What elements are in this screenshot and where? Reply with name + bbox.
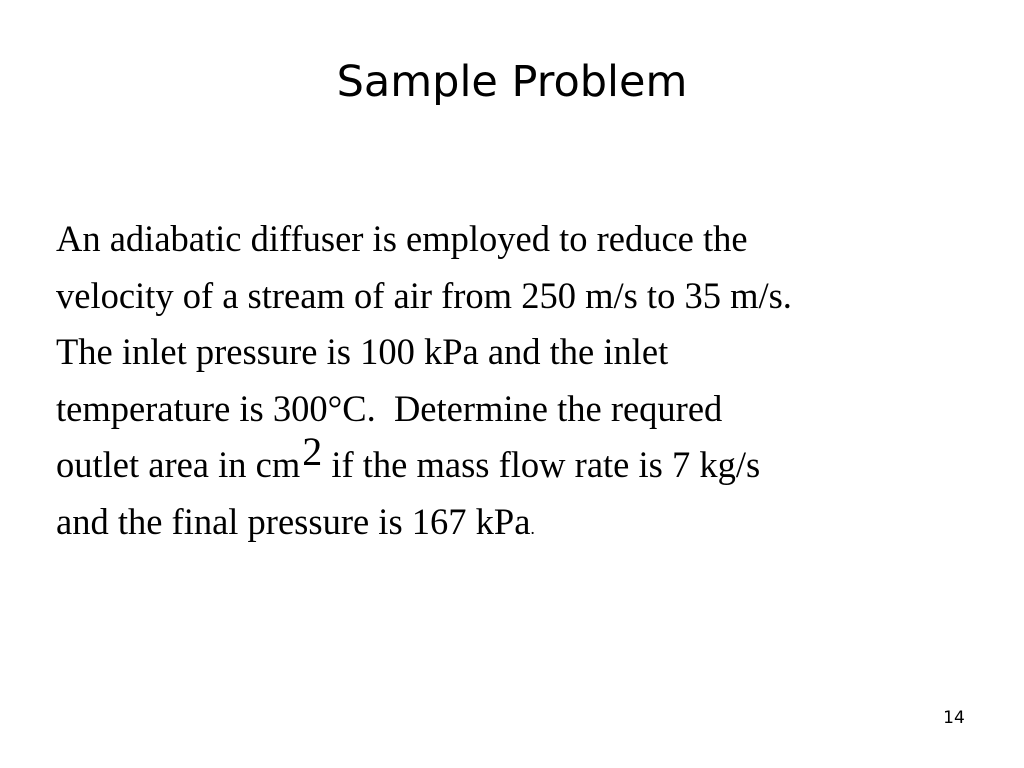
problem-line-5-start: outlet area in cm — [56, 444, 301, 485]
problem-line-2: velocity of a stream of air from 250 m/s to 35 m/s. — [56, 274, 792, 316]
final-period: . — [530, 517, 535, 538]
problem-line-6 — [56, 494, 1016, 551]
superscript-exponent: 2 — [302, 429, 323, 474]
problem-line-1: An adiabatic diffuser is employed to reduce the — [56, 218, 748, 259]
page-number: 14 — [943, 708, 965, 728]
problem-line-5 — [56, 429, 1016, 494]
problem-line-6-text: and the final pressure is 167 kPa — [56, 500, 531, 542]
problem-statement — [56, 211, 1016, 550]
slide-title: Sample Problem — [336, 57, 688, 107]
problem-line-3: The inlet pressure is 100 kPa and the inlet — [56, 331, 669, 372]
problem-line-4: temperature is 300°C. Determine the requred — [56, 387, 723, 429]
problem-line-5-end: if the mass flow rate is 7 kg/s — [322, 444, 761, 485]
